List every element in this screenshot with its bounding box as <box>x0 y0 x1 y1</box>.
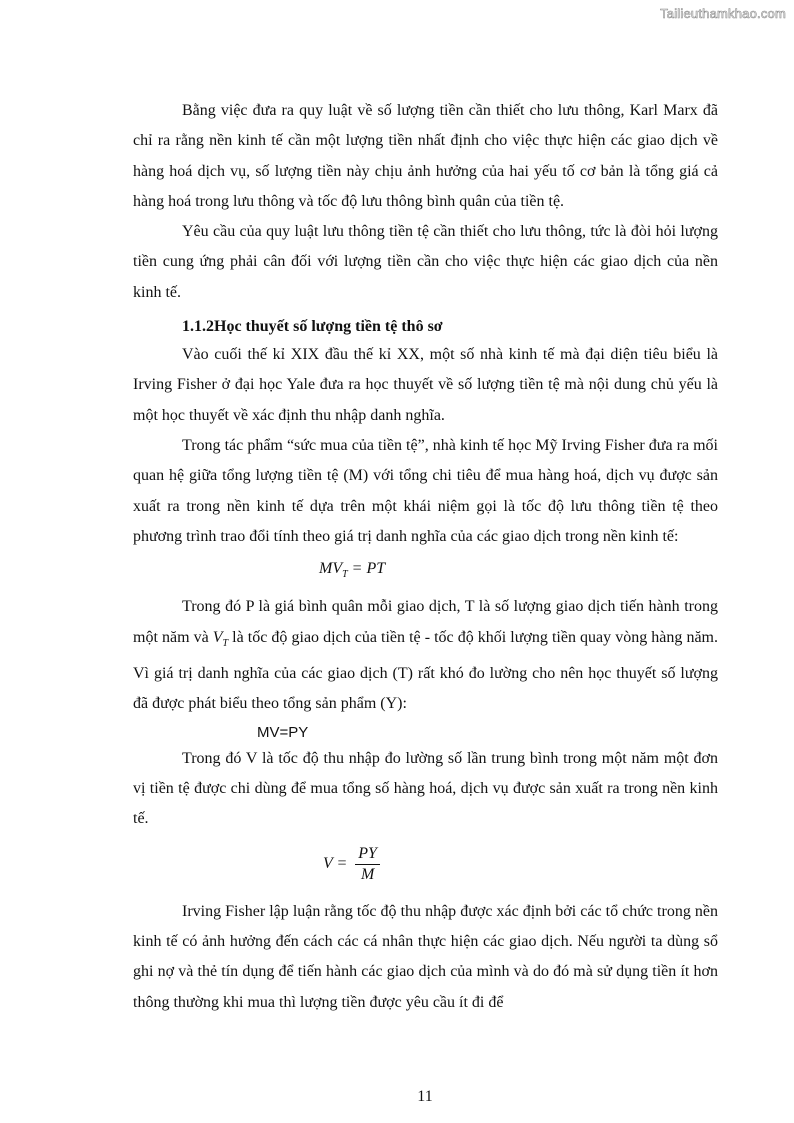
paragraph-5-before: Trong đó P là giá bình quân mỗi giao dịch, T là số lượng giao dịch tiến hành trong một năm và <box>133 598 718 646</box>
velocity-symbol <box>212 628 229 649</box>
equation-subscript: T <box>342 569 348 581</box>
paragraph-7: Irving Fisher lập luận rằng tốc độ thu nhập được xác định bởi các tổ chức trong nền kinh tế có ảnh hưởng đến cách các cá nhân thực hiện các giao dịch. Nếu người ta dùng sổ ghi nợ và thẻ tín dụng để tiến hành các giao dịch của mình và do đó mà sử dụng tiền ít hơn thông thường khi mua thì lượng tiền được yêu cầu ít đi để <box>133 902 718 1011</box>
velocity-var: V <box>212 628 223 646</box>
equation-lhs: MV <box>319 560 343 578</box>
fraction <box>355 844 380 885</box>
velocity-lhs: V = <box>323 855 348 873</box>
paragraph-6: Trong đó V là tốc độ thu nhập đo lường số lần trung bình trong một năm một đơn vị tiền tệ được chi dùng để mua tổng số hàng hoá, dịch vụ được sản xuất ra trong nền kinh tế. <box>133 749 718 828</box>
paragraph-5-after: là tốc độ giao dịch của tiền tệ - tốc độ khối lượng tiền quay vòng hàng năm. Vì giá trị danh nghĩa của các giao dịch (T) rất khó đo lường cho nên học thuyết số lượng đã được phát biểu theo tổng sản phẩm (Y): <box>133 628 718 713</box>
fraction-denominator: M <box>360 866 375 884</box>
paragraph-5 <box>133 592 718 719</box>
section-heading: 1.1.2Học thuyết số lượng tiền tệ thô sơ <box>182 318 443 336</box>
velocity-sub: T <box>222 637 229 649</box>
paragraph-4: Trong tác phẩm “sức mua của tiền tệ”, nhà kinh tế học Mỹ Irving Fisher đưa ra mối quan hệ giữa tổng lượng tiền tệ (M) với tổng chi tiêu để mua hàng hoá, dịch vụ được sản xuất ra trong nền kinh tế dựa trên một khái niệm gọi là tốc độ lưu thông tiền tệ theo phương trình trao đổi tính theo giá trị danh nghĩa của các giao dịch trong nền kinh tế: <box>133 436 718 545</box>
paragraph-3: Vào cuối thế kỉ XIX đầu thế kỉ XX, một số nhà kinh tế mà đại diện tiêu biểu là Irving Fisher ở đại học Yale đưa ra học thuyết về số lượng tiền tệ mà nội dung chủ yếu là một học thuyết về xác định thu nhập danh nghĩa. <box>133 346 718 424</box>
document-body <box>133 96 718 1018</box>
equation-income: MV=PY <box>257 723 309 741</box>
equation-exchange <box>133 552 718 592</box>
equation-velocity <box>133 839 718 891</box>
watermark: Tailieuthamkhao.com <box>660 6 786 21</box>
equation-rhs: = PT <box>347 560 386 578</box>
page-number: 11 <box>417 1088 433 1105</box>
paragraph-1: Bằng việc đưa ra quy luật về số lượng tiền cần thiết cho lưu thông, Karl Marx đã chỉ ra rằng nền kinh tế cần một lượng tiền nhất định cho việc thực hiện các giao dịch về hàng hoá dịch vụ, số lượng tiền này chịu ảnh hưởng của hai yếu tố cơ bản là tổng giá cả hàng hoá trong lưu thông và tốc độ lưu thông bình quân của tiền tệ. <box>133 102 718 210</box>
fraction-numerator: PY <box>355 844 380 865</box>
paragraph-2: Yêu cầu của quy luật lưu thông tiền tệ cần thiết cho lưu thông, tức là đòi hỏi lượng tiền cung ứng phải cân đối với lượng tiền cần cho việc thực hiện các giao dịch của nền kinh tế. <box>133 223 718 301</box>
